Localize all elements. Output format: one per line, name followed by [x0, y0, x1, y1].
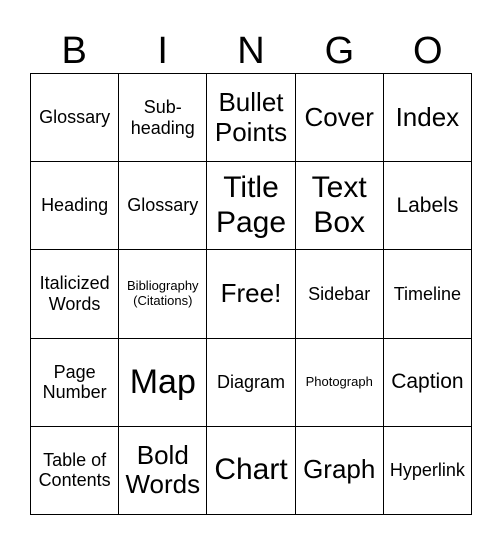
bingo-cell[interactable]	[384, 74, 472, 162]
header-letter-g: G	[324, 30, 355, 72]
cell-label: Bold Words	[125, 439, 201, 500]
bingo-cell[interactable]	[119, 250, 207, 338]
bingo-cell[interactable]	[31, 339, 119, 427]
cell-label: Index	[395, 101, 460, 132]
cell-label: Hyperlink	[389, 460, 465, 481]
cell-label: Chart	[214, 453, 288, 487]
cell-label: Heading	[41, 195, 109, 216]
bingo-cell[interactable]	[119, 74, 207, 162]
bingo-cell[interactable]	[207, 74, 295, 162]
bingo-cell[interactable]	[119, 339, 207, 427]
cell-label: Timeline	[393, 283, 462, 304]
bingo-cell[interactable]	[31, 74, 119, 162]
cell-label: Glossary	[39, 107, 111, 128]
bingo-cell[interactable]	[296, 162, 384, 250]
bingo-cell[interactable]	[296, 427, 384, 515]
free-space-cell[interactable]	[207, 250, 295, 338]
header-letter-n: N	[237, 30, 265, 72]
free-space-label: Free!	[220, 278, 282, 309]
bingo-cell[interactable]	[384, 339, 472, 427]
cell-label: Title Page	[215, 171, 287, 239]
cell-label: Photograph	[305, 373, 373, 389]
bingo-cell[interactable]	[296, 339, 384, 427]
bingo-cell[interactable]	[31, 250, 119, 338]
bingo-cell[interactable]	[296, 74, 384, 162]
bingo-cell[interactable]	[384, 162, 472, 250]
bingo-cell[interactable]	[296, 250, 384, 338]
cell-label: Graph	[303, 454, 376, 485]
bingo-cell[interactable]	[207, 427, 295, 515]
cell-label: Sidebar	[308, 283, 371, 304]
bingo-cell[interactable]	[119, 427, 207, 515]
bingo-cell[interactable]	[384, 427, 472, 515]
header-letter-o: O	[413, 30, 443, 72]
header-letter-i: I	[157, 30, 168, 72]
cell-label: Caption	[391, 370, 464, 394]
bingo-board	[30, 73, 472, 515]
cell-label: Diagram	[216, 371, 285, 392]
cell-label: Bullet Points	[214, 86, 288, 147]
bingo-cell[interactable]	[31, 427, 119, 515]
header-letter-b: B	[61, 30, 87, 72]
bingo-cell[interactable]	[207, 162, 295, 250]
cell-label: Bibliography (Citations)	[127, 278, 199, 308]
bingo-cell[interactable]	[31, 162, 119, 250]
cell-label: Cover	[304, 101, 374, 132]
cell-label: Sub- heading	[130, 96, 195, 138]
cell-label: Page Number	[42, 361, 107, 403]
bingo-header	[30, 28, 472, 74]
cell-label: Glossary	[127, 195, 199, 216]
bingo-cell[interactable]	[384, 250, 472, 338]
cell-label: Map	[129, 362, 196, 401]
cell-label: Italicized Words	[39, 273, 110, 314]
cell-label: Labels	[396, 193, 459, 217]
bingo-cell[interactable]	[207, 339, 295, 427]
bingo-cell[interactable]	[119, 162, 207, 250]
cell-label: Table of Contents	[38, 449, 111, 491]
cell-label: Text Box	[311, 171, 367, 239]
